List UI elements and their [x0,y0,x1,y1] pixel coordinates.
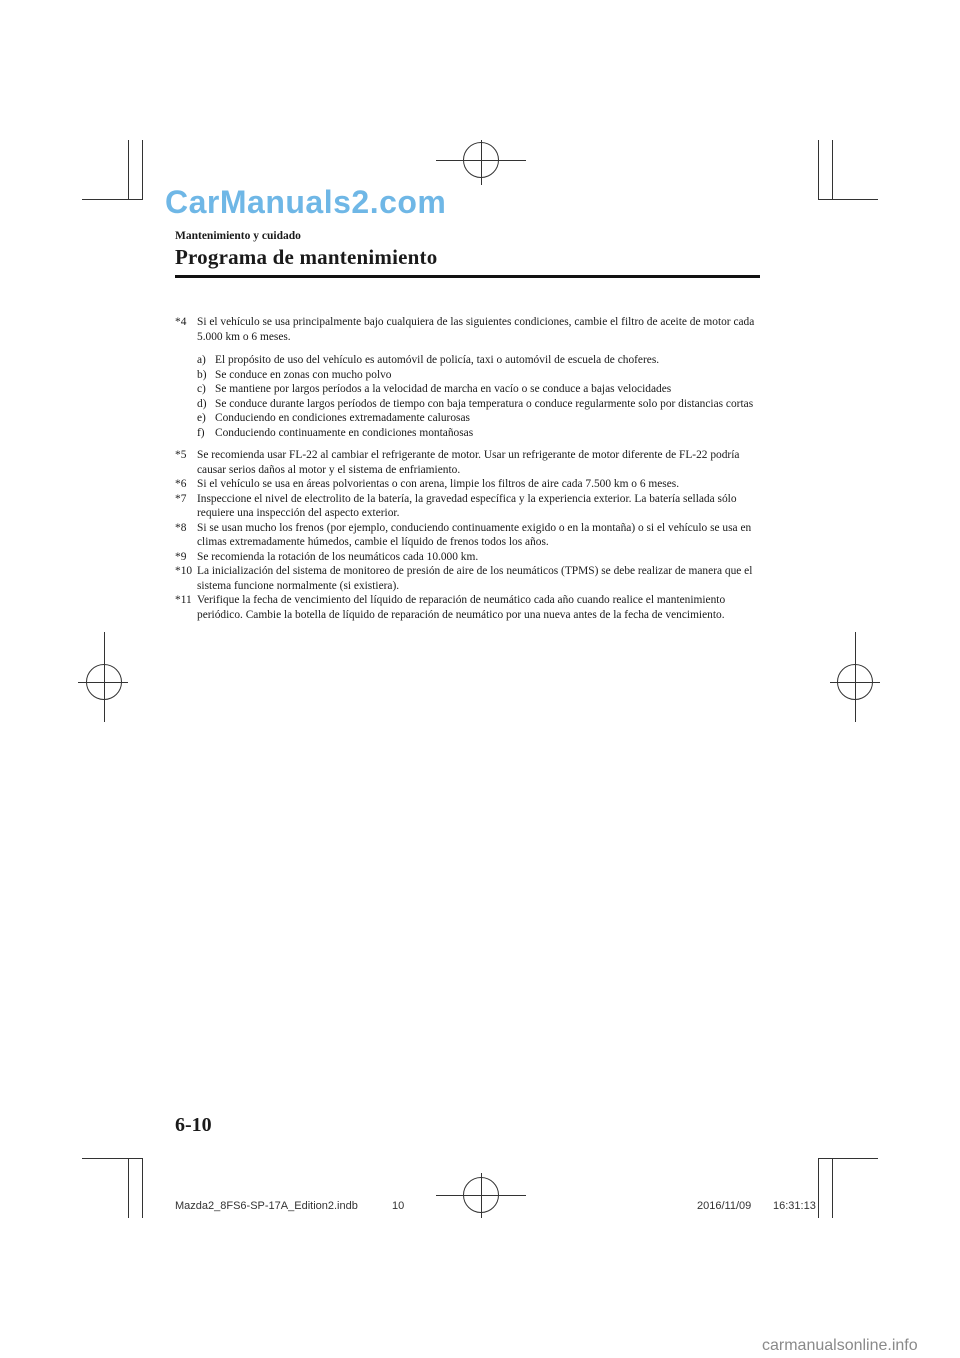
footnote-text: Inspeccione el nivel de electrolito de la batería, la gravedad específica y la experiencia exterior. La batería sellada sólo requiere una inspección del aspecto exterior. [197,492,737,519]
footnote-marker: *6 [175,478,187,490]
page-title: Programa de mantenimiento [175,245,438,269]
footer-date: 2016/11/09 [697,1200,752,1212]
footnote-7 [175,492,755,521]
list-item [197,382,755,397]
list-marker: b) [197,368,207,381]
footnote-4 [175,315,755,440]
list-text: Se conduce durante largos períodos de tiempo con baja temperatura o conduce regularmente solo por distancias cortas [215,397,754,410]
footnotes-list [175,315,755,622]
footnote-text: Si se usan mucho los frenos (por ejemplo, conduciendo continuamente exigido o en la montaña) o si el vehículo se usa en climas extremadamente húmedos, cambie el líquido de frenos todos los años. [197,521,752,548]
footnote-10 [175,564,755,593]
footnote-marker: *11 [175,594,192,606]
list-text: Conduciendo en condiciones extremadamente calurosas [215,412,470,424]
list-marker: f) [197,426,205,439]
page-number: 6-10 [175,1114,212,1136]
list-marker: c) [197,383,206,395]
list-item [197,368,755,383]
footnote-marker: *10 [175,565,193,577]
footnote-text: La inicialización del sistema de monitoreo de presión de aire de los neumáticos (TPMS) se debe realizar de manera que el sistema funcione normalmente (si existiera). [197,565,753,592]
list-item [197,411,755,426]
list-text: Se conduce en zonas con mucho polvo [215,368,392,381]
footnote-text: Se recomienda la rotación de los neumáticos cada 10.000 km. [197,550,479,563]
list-text: Se mantiene por largos períodos a la velocidad de marcha en vacío o se conduce a bajas velocidades [215,383,672,395]
footnote-marker: *8 [175,521,187,534]
list-marker: d) [197,397,207,410]
footnote-11 [175,593,755,622]
footnote-marker: *4 [175,316,187,328]
footer-filename: Mazda2_8FS6-SP-17A_Edition2.indb [175,1200,358,1212]
footnote-text: Verifique la fecha de vencimiento del líquido de reparación de neumático cada año cuando realice el mantenimiento periódico. Cambie la botella de líquido de reparación de neumático por una nueva antes de la fecha de vencimiento. [197,594,726,621]
footnote-marker: *7 [175,492,187,505]
footnote-9 [175,550,755,565]
section-label: Mantenimiento y cuidado [175,230,301,242]
carmanualsonline-watermark: carmanualsonline.info [762,1337,918,1354]
footnote-marker: *5 [175,449,187,461]
list-item [197,353,755,368]
title-divider [175,275,760,278]
list-text: El propósito de uso del vehículo es automóvil de policía, taxi o automóvil de escuela de choferes. [215,354,660,366]
footnote-text: Si el vehículo se usa en áreas polvorientas o con arena, limpie los filtros de aire cada 7.500 km o 6 meses. [197,478,680,490]
footer-time: 16:31:13 [773,1200,816,1212]
list-text: Conduciendo continuamente en condiciones montañosas [215,426,474,439]
condition-list [197,353,755,440]
footnote-5 [175,448,755,477]
list-item [197,426,755,441]
footnote-text: Se recomienda usar FL-22 al cambiar el refrigerante de motor. Usar un refrigerante de motor diferente de FL-22 podría causar serios daños al motor y el sistema de enfriamiento. [197,449,740,476]
footnote-6 [175,477,755,492]
footnote-marker: *9 [175,550,187,563]
list-item [197,397,755,412]
list-marker: e) [197,412,206,424]
site-watermark-logo: CarManuals2.com [165,184,447,220]
footnote-text: Si el vehículo se usa principalmente bajo cualquiera de las siguientes condiciones, cambie el filtro de aceite de motor cada 5.000 km o 6 meses. [197,316,755,343]
footnote-8 [175,521,755,550]
list-marker: a) [197,354,206,366]
footer-page: 10 [392,1200,405,1212]
